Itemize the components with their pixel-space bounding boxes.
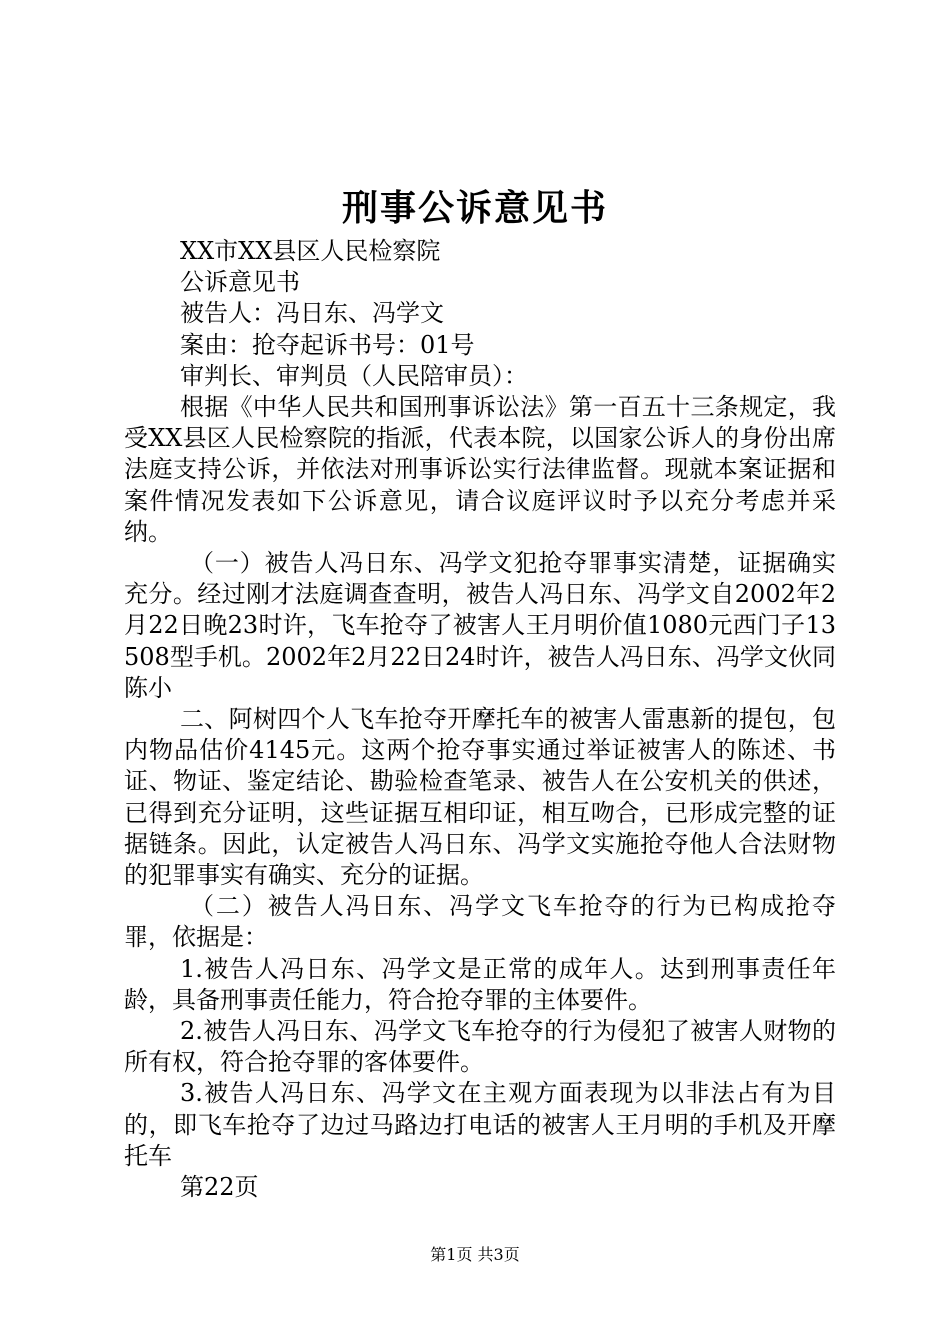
inline-page-marker: 第22页 <box>180 1173 259 1202</box>
section-one-paragraph: （一）被告人冯日东、冯学文犯抢夺罪事实清楚，证据确实充分。经过刚才法庭调查查明，被告人冯日东、冯学文自2002年2月22日晚23时许，飞车抢夺了被害人王月明价值1080元西门子13508型手机。2002年2月22日24时许，被告人冯日东、冯学文伙同陈小 <box>124 549 836 702</box>
defendants-line: 被告人：冯日东、冯学文 <box>180 299 444 328</box>
point-two-paragraph: 2.被告人冯日东、冯学文飞车抢夺的行为侵犯了被害人财物的所有权，符合抢夺罪的客体要件。 <box>124 1017 836 1077</box>
document-title: 刑事公诉意见书 <box>341 187 608 229</box>
section-two-heading-paragraph: （二）被告人冯日东、冯学文飞车抢夺的行为已构成抢夺罪，依据是： <box>124 892 836 952</box>
header-procuratorate: XX市XX县区人民检察院 <box>180 237 441 265</box>
case-cause-line: 案由：抢夺起诉书号：01号 <box>180 330 475 359</box>
document-body <box>124 236 836 1203</box>
salutation-line: 审判长、审判员（人民陪审员）： <box>180 361 528 390</box>
page-footer: 第1页 共3页 <box>430 1245 520 1264</box>
point-one-paragraph: 1.被告人冯日东、冯学文是正常的成年人。达到刑事责任年龄，具备刑事责任能力，符合抢夺罪的主体要件。 <box>124 954 836 1014</box>
point-three-paragraph: 3.被告人冯日东、冯学文在主观方面表现为以非法占有为目的，即飞车抢夺了边过马路边打电话的被害人王月明的手机及开摩托车 <box>124 1079 836 1170</box>
intro-paragraph: 根据《中华人民共和国刑事诉讼法》第一百五十三条规定，我受XX县区人民检察院的指派，代表本院，以国家公诉人的身份出席法庭支持公诉，并依法对刑事诉讼实行法律监督。现就本案证据和案件情况发表如下公诉意见，请合议庭评议时予以充分考虑并采纳。 <box>124 393 836 546</box>
header-doc-type: 公诉意见书 <box>180 268 300 297</box>
section-two-facts-paragraph: 二、阿树四个人飞车抢夺开摩托车的被害人雷惠新的提包，包内物品估价4145元。这两个抢夺事实通过举证被害人的陈述、书证、物证、鉴定结论、勘验检查笔录、被告人在公安机关的供述，已得到充分证明，这些证据互相印证，相互吻合，已形成完整的证据链条。因此，认定被告人冯日东、冯学文实施抢夺他人合法财物的犯罪事实有确实、充分的证据。 <box>124 705 836 890</box>
